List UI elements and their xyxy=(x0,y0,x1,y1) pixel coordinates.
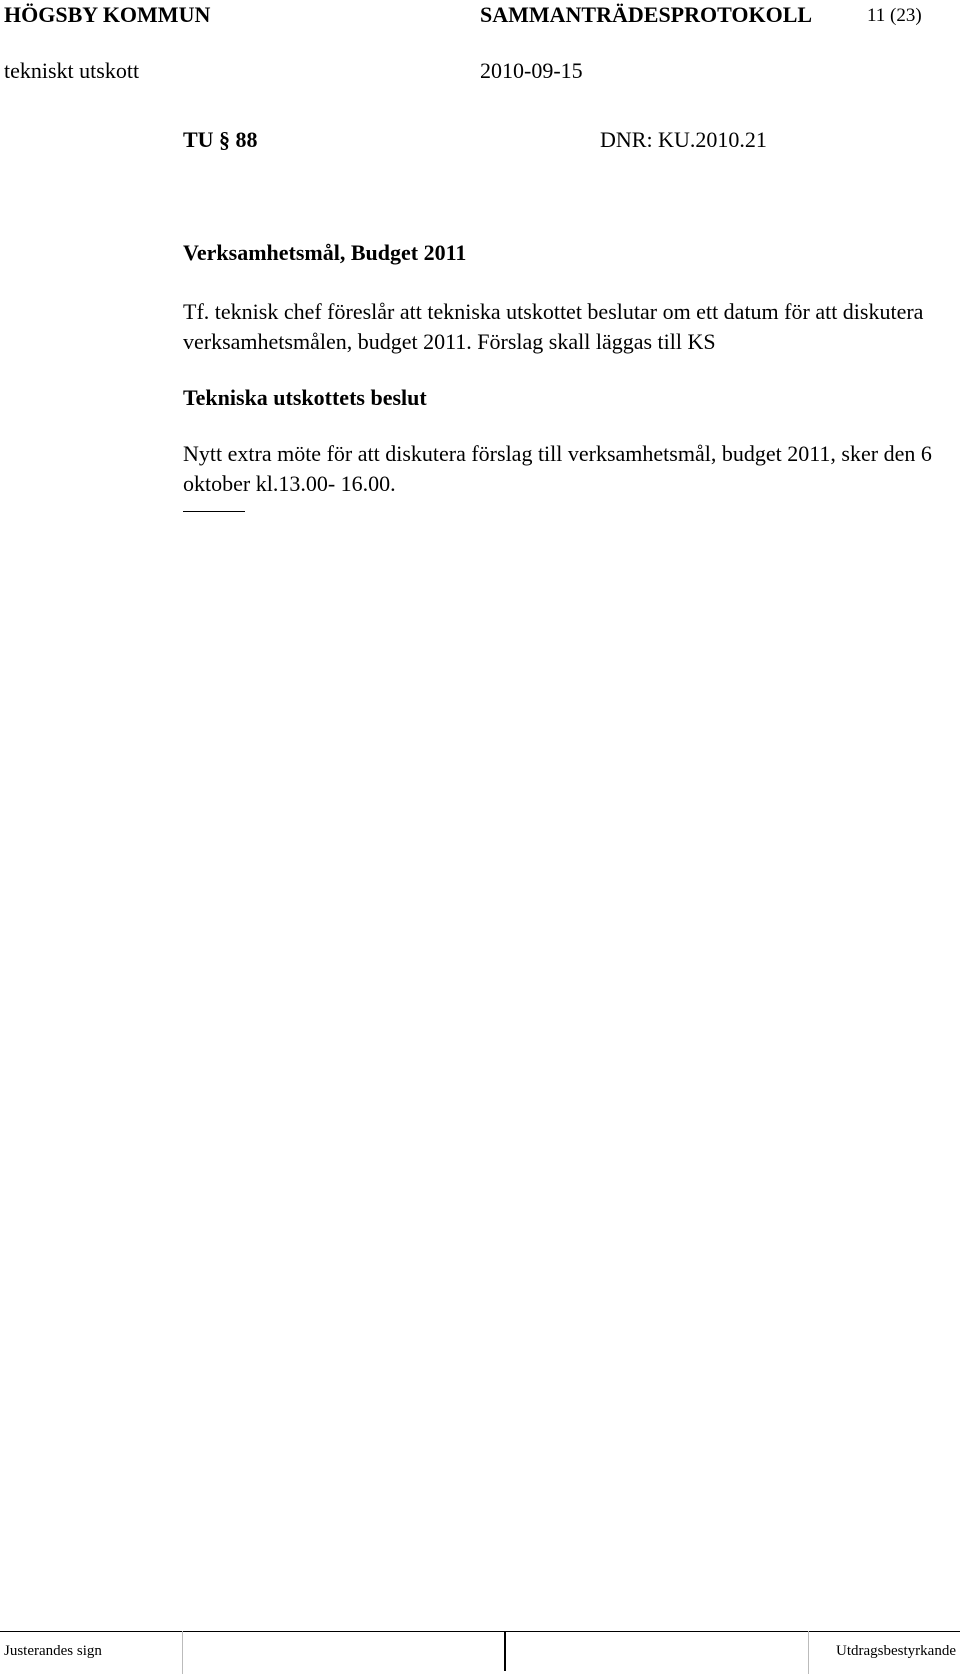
committee-name: tekniskt utskott xyxy=(4,58,140,83)
footer-divider xyxy=(182,1631,183,1674)
document-type: SAMMANTRÄDESPROTOKOLL xyxy=(480,2,813,27)
extract-certification-label: Utdragsbestyrkande xyxy=(836,1643,956,1659)
meeting-date: 2010-09-15 xyxy=(480,58,583,83)
end-of-section-rule xyxy=(183,511,245,512)
case-dnr: DNR: KU.2010.21 xyxy=(600,127,767,152)
case-title: Verksamhetsmål, Budget 2011 xyxy=(183,240,467,265)
paragraph-number: TU § 88 xyxy=(183,127,258,152)
footer-rule xyxy=(0,1631,960,1632)
decision-paragraph: Nytt extra möte för att diskutera förslag till verksamhetsmål, budget 2011, sker den 6 oktober kl.13.00- 16.00. xyxy=(183,441,932,496)
decision-heading: Tekniska utskottets beslut xyxy=(183,385,427,410)
footer-divider xyxy=(504,1631,506,1671)
organization-name: HÖGSBY KOMMUN xyxy=(4,2,211,27)
footer-divider xyxy=(808,1631,809,1674)
background-paragraph: Tf. teknisk chef föreslår att tekniska utskottet beslutar om ett datum för att diskutera verksamhetsmålen, budget 2011. Förslag skall läggas till KS xyxy=(183,299,924,354)
page-number: 11 (23) xyxy=(867,5,922,26)
signature-label: Justerandes sign xyxy=(4,1643,102,1659)
